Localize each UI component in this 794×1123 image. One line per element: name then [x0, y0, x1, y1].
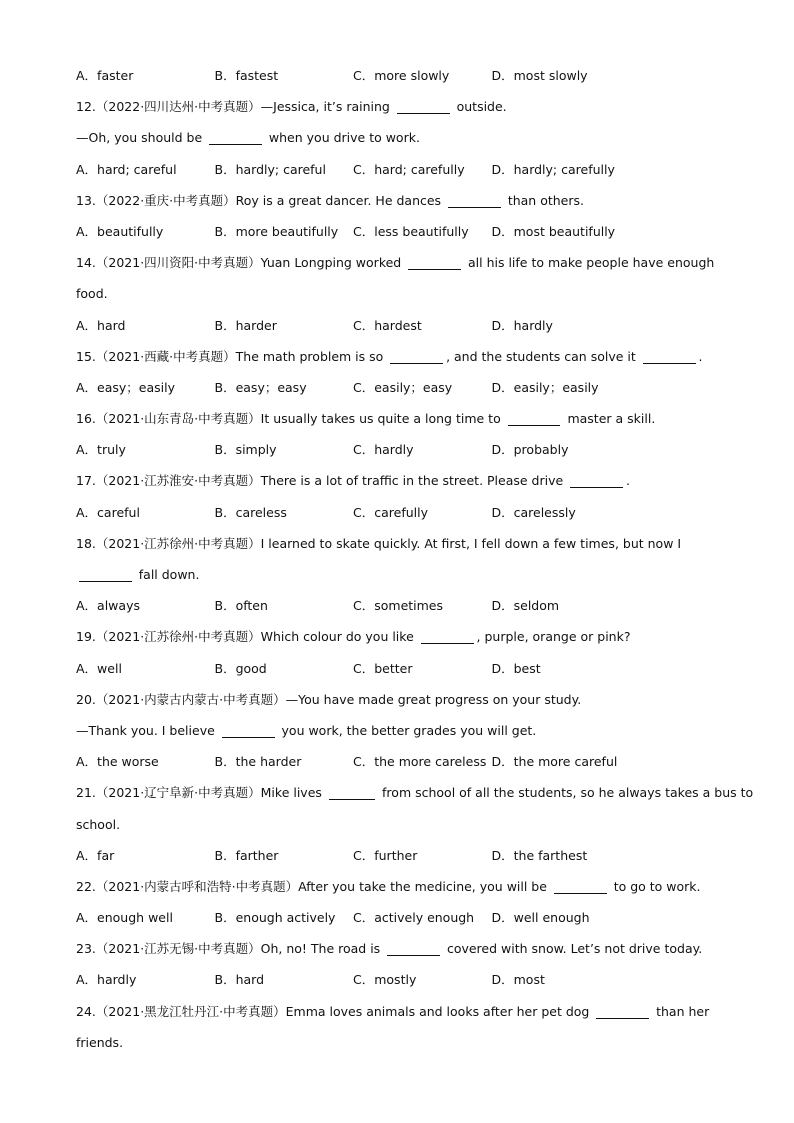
answer-blank[interactable] [643, 349, 696, 364]
q15-stem [76, 341, 726, 372]
option-b: B．hardly; careful [214, 161, 326, 177]
option-c: C．hardest [353, 317, 422, 333]
option-d: D．the more careful [491, 754, 618, 770]
text-run: than others. [503, 192, 584, 208]
option-b: B．enough actively [214, 910, 336, 926]
option-c: C．better [353, 660, 413, 676]
q14-options [76, 310, 726, 341]
option-b: B．good [214, 660, 267, 676]
q20-options [76, 746, 726, 777]
text-run: , and the students can solve it [446, 348, 640, 364]
option-a: A．easy；easily [76, 379, 176, 395]
q20-reply [76, 715, 726, 746]
text-run: food. [76, 286, 108, 302]
text-run: fall down. [134, 567, 200, 582]
option-d: D．well enough [491, 910, 590, 926]
exam-page [76, 60, 754, 1058]
option-d: D．best [491, 660, 541, 676]
answer-blank[interactable] [329, 785, 375, 800]
text-run: 15.（2021·西藏·中考真题）The math problem is so [76, 348, 388, 364]
q24-stem [76, 996, 726, 1027]
text-run: . [698, 348, 703, 364]
answer-blank[interactable] [421, 629, 474, 644]
option-a: A．hardly [76, 972, 137, 988]
text-run: friends. [76, 1034, 124, 1050]
text-run: you work, the better grades you will get. [277, 722, 537, 738]
q14-stem [76, 247, 726, 278]
option-d: D．hardly; carefully [491, 161, 615, 177]
option-d: D．probably [491, 442, 569, 458]
answer-blank[interactable] [397, 99, 450, 114]
text-run: 12.（2022·四川达州·中考真题）—Jessica, it’s raining [76, 99, 394, 115]
text-run: 18.（2021·江苏徐州·中考真题）I learned to skate quickly. At first, I fell down a few times, but now I [76, 535, 682, 551]
option-a: A．beautifully [76, 223, 164, 239]
text-run: covered with snow. Let’s not drive today. [442, 941, 703, 957]
option-a: A．hard [76, 317, 126, 333]
q18-cont [76, 559, 726, 590]
option-b: B．simply [214, 442, 277, 458]
q11-options [76, 60, 726, 91]
option-a: A．always [76, 598, 140, 614]
q22-options [76, 902, 726, 933]
option-d: D．most [491, 972, 545, 988]
q20-stem [76, 684, 726, 715]
text-run: . [625, 473, 630, 489]
option-b: B．hard [214, 972, 265, 988]
text-run: 21.（2021·辽宁阜新·中考真题）Mike lives [76, 785, 326, 801]
answer-blank[interactable] [79, 567, 132, 582]
option-c: C．actively enough [353, 910, 475, 926]
text-run: to go to work. [609, 878, 701, 894]
option-b: B．more beautifully [214, 223, 339, 239]
option-d: D．hardly [491, 317, 553, 333]
text-run: outside. [452, 99, 507, 115]
option-a: A．careful [76, 504, 140, 520]
answer-blank[interactable] [570, 473, 623, 488]
option-c: C．sometimes [353, 598, 444, 614]
text-run: 13.（2022·重庆·中考真题）Roy is a great dancer. He dances [76, 192, 446, 208]
answer-blank[interactable] [209, 130, 262, 145]
option-a: A．enough well [76, 910, 173, 926]
text-run: 17.（2021·江苏淮安·中考真题）There is a lot of traffic in the street. Please drive [76, 473, 568, 489]
option-b: B．the harder [214, 754, 302, 770]
option-d: D．most beautifully [491, 223, 616, 239]
q17-stem [76, 465, 726, 496]
answer-blank[interactable] [448, 193, 501, 208]
answer-blank[interactable] [222, 723, 275, 738]
q13-options [76, 216, 726, 247]
text-run: 14.（2021·四川资阳·中考真题）Yuan Longping worked [76, 255, 406, 271]
q13-stem [76, 185, 726, 216]
text-run: master a skill. [563, 411, 656, 427]
q23-options [76, 964, 726, 995]
option-c: C．hardly [353, 442, 414, 458]
q17-options [76, 497, 726, 528]
option-d: D．easily；easily [491, 379, 599, 395]
option-c: C．mostly [353, 972, 417, 988]
text-run: —Thank you. I believe [76, 722, 219, 738]
option-b: B．fastest [214, 68, 279, 83]
option-a: A．faster [76, 68, 134, 83]
text-run: 20.（2021·内蒙古内蒙古·中考真题）—You have made great progress on your study. [76, 691, 582, 707]
option-a: A．hard; careful [76, 161, 177, 177]
option-a: A．well [76, 660, 122, 676]
option-d: D．carelessly [491, 504, 576, 520]
option-d: D．the farthest [491, 847, 588, 863]
text-run: when you drive to work. [264, 130, 420, 146]
q16-stem [76, 403, 726, 434]
option-b: B．easy；easy [214, 379, 307, 395]
text-run: 24.（2021·黑龙江牡丹江·中考真题）Emma loves animals and looks after her pet dog [76, 1003, 594, 1019]
text-run: school. [76, 816, 121, 832]
answer-blank[interactable] [508, 411, 561, 426]
option-b: B．farther [214, 847, 279, 863]
option-c: C．hard; carefully [353, 161, 465, 177]
answer-blank[interactable] [554, 879, 607, 894]
q18-options [76, 590, 726, 621]
q24-cont [76, 1027, 726, 1058]
q14-cont [76, 278, 726, 309]
option-b: B．careless [214, 504, 287, 520]
option-a: A．far [76, 847, 115, 863]
q16-options [76, 434, 726, 465]
option-b: B．harder [214, 317, 277, 333]
text-run: all his life to make people have enough [464, 255, 715, 271]
q21-options [76, 840, 726, 871]
option-c: C．more slowly [353, 68, 450, 83]
text-run: 23.（2021·江苏无锡·中考真题）Oh, no! The road is [76, 941, 385, 957]
text-run: from school of all the students, so he always takes a bus to [378, 785, 754, 801]
option-c: C．carefully [353, 504, 428, 520]
option-c: C．the more careless [353, 754, 487, 770]
text-run: than her [652, 1003, 710, 1019]
option-d: D．seldom [491, 598, 560, 614]
q21-stem [76, 777, 754, 808]
q12-reply [76, 122, 726, 153]
option-c: C．further [353, 847, 418, 863]
option-a: A．truly [76, 442, 126, 458]
answer-blank[interactable] [408, 255, 461, 270]
q18-stem [76, 528, 726, 559]
answer-blank[interactable] [390, 349, 443, 364]
option-d: D．most slowly [491, 68, 588, 83]
q22-stem [76, 871, 726, 902]
option-c: C．less beautifully [353, 223, 469, 239]
text-run: 22.（2021·内蒙古呼和浩特·中考真题）After you take the medicine, you will be [76, 878, 551, 894]
q15-options [76, 372, 726, 403]
text-run: 19.（2021·江苏徐州·中考真题）Which colour do you like [76, 629, 418, 645]
text-run: —Oh, you should be [76, 130, 207, 146]
text-run: , purple, orange or pink? [476, 629, 631, 645]
option-c: C．easily；easy [353, 379, 453, 395]
q21-cont [76, 809, 726, 840]
q12-options [76, 154, 726, 185]
option-b: B．often [214, 598, 268, 614]
option-a: A．the worse [76, 754, 159, 770]
q12-stem [76, 91, 726, 122]
q23-stem [76, 933, 726, 964]
q19-stem [76, 621, 726, 652]
answer-blank[interactable] [387, 941, 440, 956]
answer-blank[interactable] [596, 1004, 649, 1019]
text-run: 16.（2021·山东青岛·中考真题）It usually takes us quite a long time to [76, 411, 505, 427]
q19-options [76, 653, 726, 684]
